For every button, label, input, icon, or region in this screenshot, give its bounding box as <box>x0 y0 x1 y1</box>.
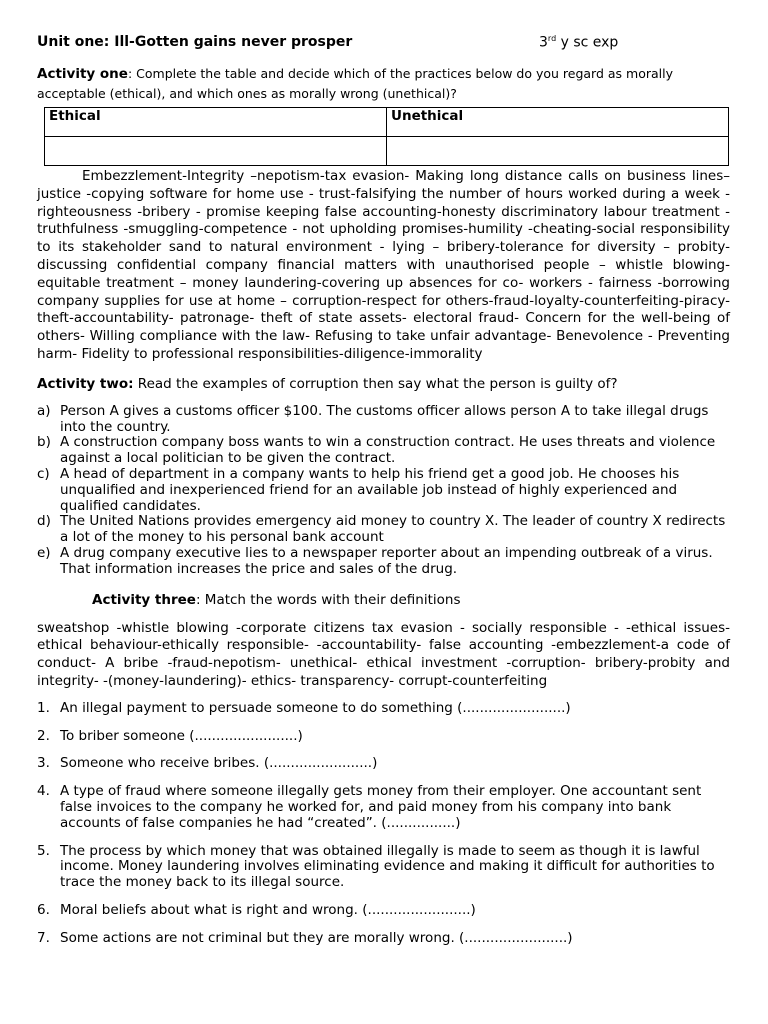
list-item-text: The process by which money that was obtained illegally is made to seem as though it is lawful income. Money laundering involves eliminating evidence and making it difficult for authorities to trace the money back to its illegal source. <box>60 842 715 891</box>
list-item-text: A type of fraud where someone illegally gets money from their employer. One accountant sent false invoices to the company he worked for, and paid money from his company into bank accounts of false companies he had “created”. (................) <box>60 783 702 831</box>
unit-title: Unit one: Ill-Gotten gains never prosper <box>37 34 353 50</box>
activity-two-label: Activity two: <box>37 375 134 392</box>
list-marker: 3. <box>37 755 50 772</box>
list-marker: a) <box>37 402 51 419</box>
list-marker: e) <box>37 544 51 561</box>
activity-one-word-list <box>37 168 730 364</box>
worksheet-header <box>37 30 730 54</box>
list-marker: 1. <box>37 699 50 716</box>
worksheet-page <box>37 30 730 958</box>
class-label <box>539 34 618 51</box>
activity-two-heading <box>37 376 730 392</box>
list-item-text: The United Nations provides emergency aid money to country X. The leader of country X redirects a lot of the money to his personal bank account <box>60 513 726 546</box>
activity-two-list <box>37 404 730 578</box>
list-item <box>37 701 730 717</box>
activity-three-list <box>37 701 730 947</box>
list-item-text: Moral beliefs about what is right and wrong. (........................) <box>60 901 476 918</box>
activity-three-heading <box>37 592 730 608</box>
list-item <box>37 404 730 436</box>
unethical-answer-cell[interactable] <box>387 137 729 166</box>
list-item-text: A drug company executive lies to a newspaper reporter about an impending outbreak of a virus. That information increases the price and sales of the drug. <box>60 544 713 577</box>
activity-one-words: Embezzlement-Integrity –nepotism-tax evasion- Making long distance calls on business lines–justice -copying software for home use - trust-falsifying the number of hours worked during a week - righteousness -bribery - promise keeping false accounting-honesty discriminatory labour treatment -truthfulness -smuggling-competence - not upholding promises-humility -cheating-social responsibility to its stakeholder sand to natural environment - lying – bribery-tolerance for diversity – probity-discussing confidential company financial matters with unauthorised people – whistle blowing-equitable treatment – money laundering-covering up absences for co- workers - fairness -borrowing company supplies for use at home – corruption-respect for others-fraud-loyalty-counterfeiting-piracy-theft-accountability- patronage- theft of state assets- electoral fraud- Concern for the well-being of others- Willing compliance with the law- Refusing to take unfair advantage- Benevolence - Preventing harm- Fidelity to professional responsibilities-diligence-immorality <box>37 168 730 362</box>
ethical-unethical-table <box>44 107 729 166</box>
list-marker: 6. <box>37 901 50 918</box>
list-item-text: An illegal payment to persuade someone to do something (........................) <box>60 699 571 716</box>
list-item-text: To briber someone (........................) <box>60 727 303 744</box>
list-item <box>37 903 730 919</box>
list-item <box>37 467 730 514</box>
activity-three-word-list: sweatshop -whistle blowing -corporate citizens tax evasion - socially responsible - -ethical issues-ethical behaviour-ethically responsible- -accountability- false accounting -embezzlement-a code of conduct- A bribe -fraud-nepotism- unethical- ethical investment -corruption- bribery-probity and integrity- -(money-laundering)- ethics- transparency- corrupt-counterfeiting <box>37 619 730 689</box>
list-item-text: Some actions are not criminal but they are morally wrong. (........................) <box>60 929 573 946</box>
class-rest: y sc exp <box>556 34 619 51</box>
list-item-text: A head of department in a company wants to help his friend get a good job. He chooses his unqualified and inexperienced friend for an available job instead of highly experienced and qualified candidates. <box>60 465 680 514</box>
activity-three-instruction: : Match the words with their definitions <box>195 591 461 608</box>
list-marker: d) <box>37 513 51 530</box>
list-marker: 5. <box>37 842 50 859</box>
list-item <box>37 729 730 745</box>
list-item <box>37 756 730 772</box>
ethical-column-header: Ethical <box>45 108 387 137</box>
list-marker: 4. <box>37 783 50 800</box>
activity-one-label: Activity one <box>37 66 128 82</box>
list-item-text: A construction company boss wants to win a construction contract. He uses threats and violence against a local politician to be given the contract. <box>60 434 716 467</box>
list-marker: c) <box>37 465 50 482</box>
list-item <box>37 784 730 831</box>
class-superscript: rd <box>547 34 557 43</box>
list-item <box>37 546 730 578</box>
activity-one-instruction: : Complete the table and decide which of the practices below do you regard as morally acceptable (ethical), and which ones as morally wrong (unethical)? <box>37 66 674 101</box>
list-item <box>37 931 730 947</box>
unethical-column-header: Unethical <box>387 108 729 137</box>
list-marker: 2. <box>37 727 50 744</box>
list-marker: b) <box>37 434 51 451</box>
class-number: 3 <box>539 34 548 51</box>
activity-three-label: Activity three <box>92 591 196 608</box>
list-item-text: Someone who receive bribes. (........................) <box>60 755 378 772</box>
list-item <box>37 435 730 467</box>
activity-one-instructions <box>37 64 730 103</box>
activity-two-instruction: Read the examples of corruption then say what the person is guilty of? <box>133 375 618 392</box>
ethical-answer-cell[interactable] <box>45 137 387 166</box>
list-item-text: Person A gives a customs officer $100. The customs officer allows person A to take illegal drugs into the country. <box>60 402 709 435</box>
list-marker: 7. <box>37 929 50 946</box>
list-item <box>37 514 730 546</box>
list-item <box>37 844 730 891</box>
